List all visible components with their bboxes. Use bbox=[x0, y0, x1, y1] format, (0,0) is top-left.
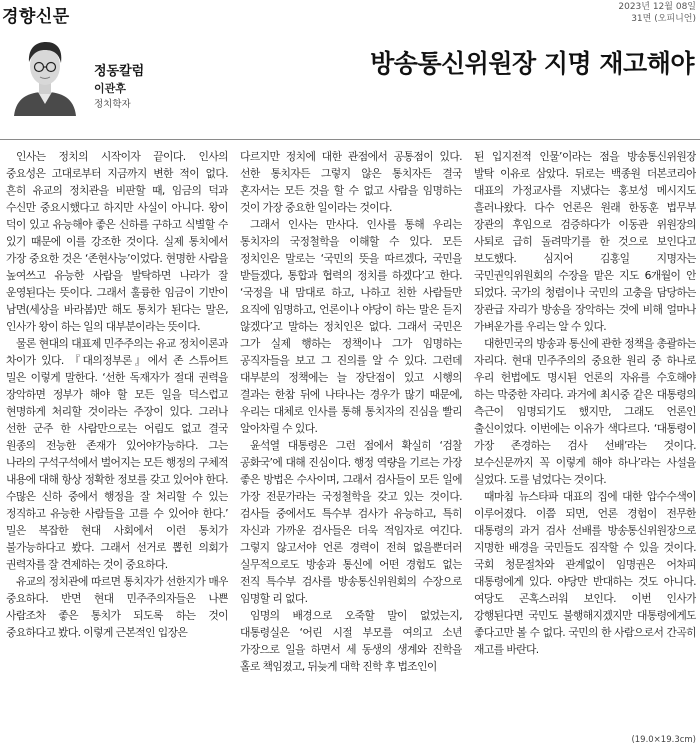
column-name: 정동칼럼 bbox=[94, 64, 145, 79]
article-size-note: (19.0×19.3cm) bbox=[631, 735, 696, 745]
article-body bbox=[6, 148, 696, 734]
paragraph: 그래서 인사는 만사다. 인사를 통해 우리는 통치자의 국정철학을 이해할 수 있다. 모든 정치인은 말로는 ‘국민의 뜻을 따르겠다, 국민을 받들겠다, 통합과 협력의 정치를 하겠다’고 한다. ‘국정을 내 맘대로 하고, 나하고 친한 사람들만 요직에 임명하고, 언론이나 야당이 하는 말은 듣지 않겠다’고 말하는 정치인은 없다. 그래서 국민은 그가 실제 행하는 정책이나 그가 임명하는 공직자들을 보고 그 진의를 알 수 있다. 그런데 대부분의 정책에는 늘 장단점이 있고 시행의 결과는 한참 뒤에 나타나는 경우가 많기 때문에, 우리는 대체로 인사를 통해 통치자의 진심을 빨리 알아차릴 수 있다. bbox=[240, 218, 462, 435]
paragraph: 다르지만 정치에 대한 관점에서 공통점이 있다. 선한 통치자든 그렇지 않은 통치자든 결국 혼자서는 모든 것을 할 수 없고 사람을 임명하는 것이 가장 중요한 일이라는 것이다. bbox=[240, 150, 462, 214]
body-column-1 bbox=[6, 148, 228, 734]
paragraph: 윤석열 대통령은 그런 점에서 확실히 ‘검찰 공화국’에 대해 진심이다. 행정 역량을 기르는 가장 좋은 방법은 수사이며, 그래서 검사들이 모든 일에 가장 전문가라는 국정철학을 갖고 있는 것이다. 검사들 중에서도 특수부 검사가 유능하고, 특히 자신과 가까운 검사들은 더욱 적임자로 여긴다. 그렇지 않고서야 언론 경력이 전혀 없을뿐더러 실무적으로도 방송과 통신에 어떤 경험도 없는 전직 특수부 검사를 방송통신위원회의 수장으로 임명할 리 없다. bbox=[240, 439, 462, 605]
author-title: 정치학자 bbox=[94, 99, 131, 110]
paragraph: 임명의 배경으로 오죽할 말이 없었는지, 대통령실은 ‘어린 시절 부모를 여의고 소년 가장으로 일을 하면서 세 동생의 생계와 진학을 홀로 책임졌고, 뒤늦게 대학 진학 후 법조인이 bbox=[240, 609, 462, 673]
paragraph: 인사는 정치의 시작이자 끝이다. 인사의 중요성은 고대로부터 지금까지 변한 적이 없다. 흔히 유교의 정치관을 비판할 때, 임금의 덕과 수신만 중요시했다고 하지만 사실이 아니다. 왕이 덕이 있고 유능해야 좋은 신하를 구하고 식별할 수 있기 때문에 이를 강조한 것이다. 실제 통치에서 가장 중요한 것은 ‘존현사능’이었다. 현명한 사람을 높여쓰고 유능한 사람을 발탁하면 나라가 잘 운영된다는 뜻이다. 그래서 훌륭한 임금이 기반이 남면(세상을 바라봄)만 해도 통치가 된다는 말은, 인사가 왕이 하는 일의 대부분이라는 뜻이다. bbox=[6, 150, 228, 333]
header-divider bbox=[0, 139, 700, 140]
publication-meta bbox=[618, 1, 696, 25]
author-name: 이관후 bbox=[94, 82, 126, 95]
article-headline: 방송통신위원장 지명 재고해야 bbox=[370, 49, 694, 78]
page-section: 31면 (오피니언) bbox=[631, 14, 696, 24]
paragraph: 때마침 뉴스타파 대표의 집에 대한 압수수색이 이루어졌다. 이쯤 되면, 언론 경험이 전무한 대통령의 과거 검사 선배를 방송통신위원장으로 지명한 배경을 국민들도 짐작할 수 있을 것이다. 국회 청문절차와 관계없이 임명권은 어차피 대통령에게 있다. 야당만 반대하는 것도 아니다. 여당도 곤혹스러워 보인다. 이번 인사가 강행된다면 국민도 불행해지겠지만 대통령에게도 좋다고만 볼 수 없다. 국민의 한 사람으로서 간곡히 재고를 바란다. bbox=[474, 490, 696, 656]
body-column-3 bbox=[474, 148, 696, 734]
paragraph: 물론 현대의 대표제 민주주의는 유교 정치이론과 차이가 있다. 『대의정부론』에서 존 스튜어트 밀은 이렇게 말한다. ‘선한 독재자가 절대 권력을 장악하면 정부가 해야 할 모든 일을 덕스럽고 현명하게 처리할 것이라는 주장이 있다. 그러나 선한 군주 한 사람만으로는 어림도 없고 결국 원종의 전능한 존재가 있어야가능하다. 그는 나라의 구석구석에서 벌어지는 모든 행정의 구체적 내용에 대해 항상 정확한 정보를 갖고 있어야 한다. 수많은 신하 중에서 행정을 잘 처리할 수 있는 정직하고 유능한 사람들을 고를 수 있어야 한다.’ 밀은 복잡한 현대 사회에서 이런 통치가 불가능하다고 봤다. 그래서 선거로 뽑힌 의회가 권력자를 잘 견제하는 것이 중요하다. bbox=[6, 337, 228, 571]
paragraph: 대한민국의 방송과 통신에 관한 정책을 총괄하는 자리다. 현대 민주주의의 중요한 원리 중 하나로 우리 헌법에도 명시된 언론의 자유를 수호해야 하는 막중한 자리다. 과거에 최시중 같은 대통령의 측근이 임명되기도 했지만, 그래도 언론인 출신이었다. 이번에는 이유가 색다르다. ‘대통령이 가장 존경하는 검사 선배’라는 것이다. 보수신문까지 꼭 이렇게 해야 하나’라는 사설을 실었다. 도를 넘었다는 것이다. bbox=[474, 337, 696, 486]
article-header bbox=[0, 24, 700, 144]
paragraph: 된 입지전적 인물’이라는 점을 방송통신위원장 발탁 이유로 삼았다. 뒤로는 백종원 더본코리아 대표의 가정교사를 지냈다는 홍보성 메시지도 흘러나왔다. 다수 언론은 원래 한동훈 법무부 장관의 후임으로 검증하다가 이동관 위원장의 사퇴로 급히 돌려막기를 한 것으로 보인다고 보도했다. 심지어 김홍일 지명자는 국민권익위원회의 수장을 맡은 지도 6개월이 안 되었다. 국가의 청렴이나 국민의 고충을 담당하는 장관급 자리가 방송을 장악하는 것에 비해 얼마나 가벼운가를 우리는 알 수 있다. bbox=[474, 150, 696, 333]
body-column-2 bbox=[240, 148, 462, 734]
newspaper-masthead: 경향신문 bbox=[2, 7, 70, 27]
author-photo bbox=[10, 32, 80, 116]
publication-date: 2023년 12월 08일 bbox=[618, 2, 696, 12]
paragraph: 유교의 정치관에 따르면 통치자가 선한지가 매우 중요하다. 반면 현대 민주주의자들은 나쁜 사람조차 좋은 통치가 되도록 하는 것이 중요하다고 봤다. 이렇게 근본적인 입장은 bbox=[6, 575, 228, 639]
